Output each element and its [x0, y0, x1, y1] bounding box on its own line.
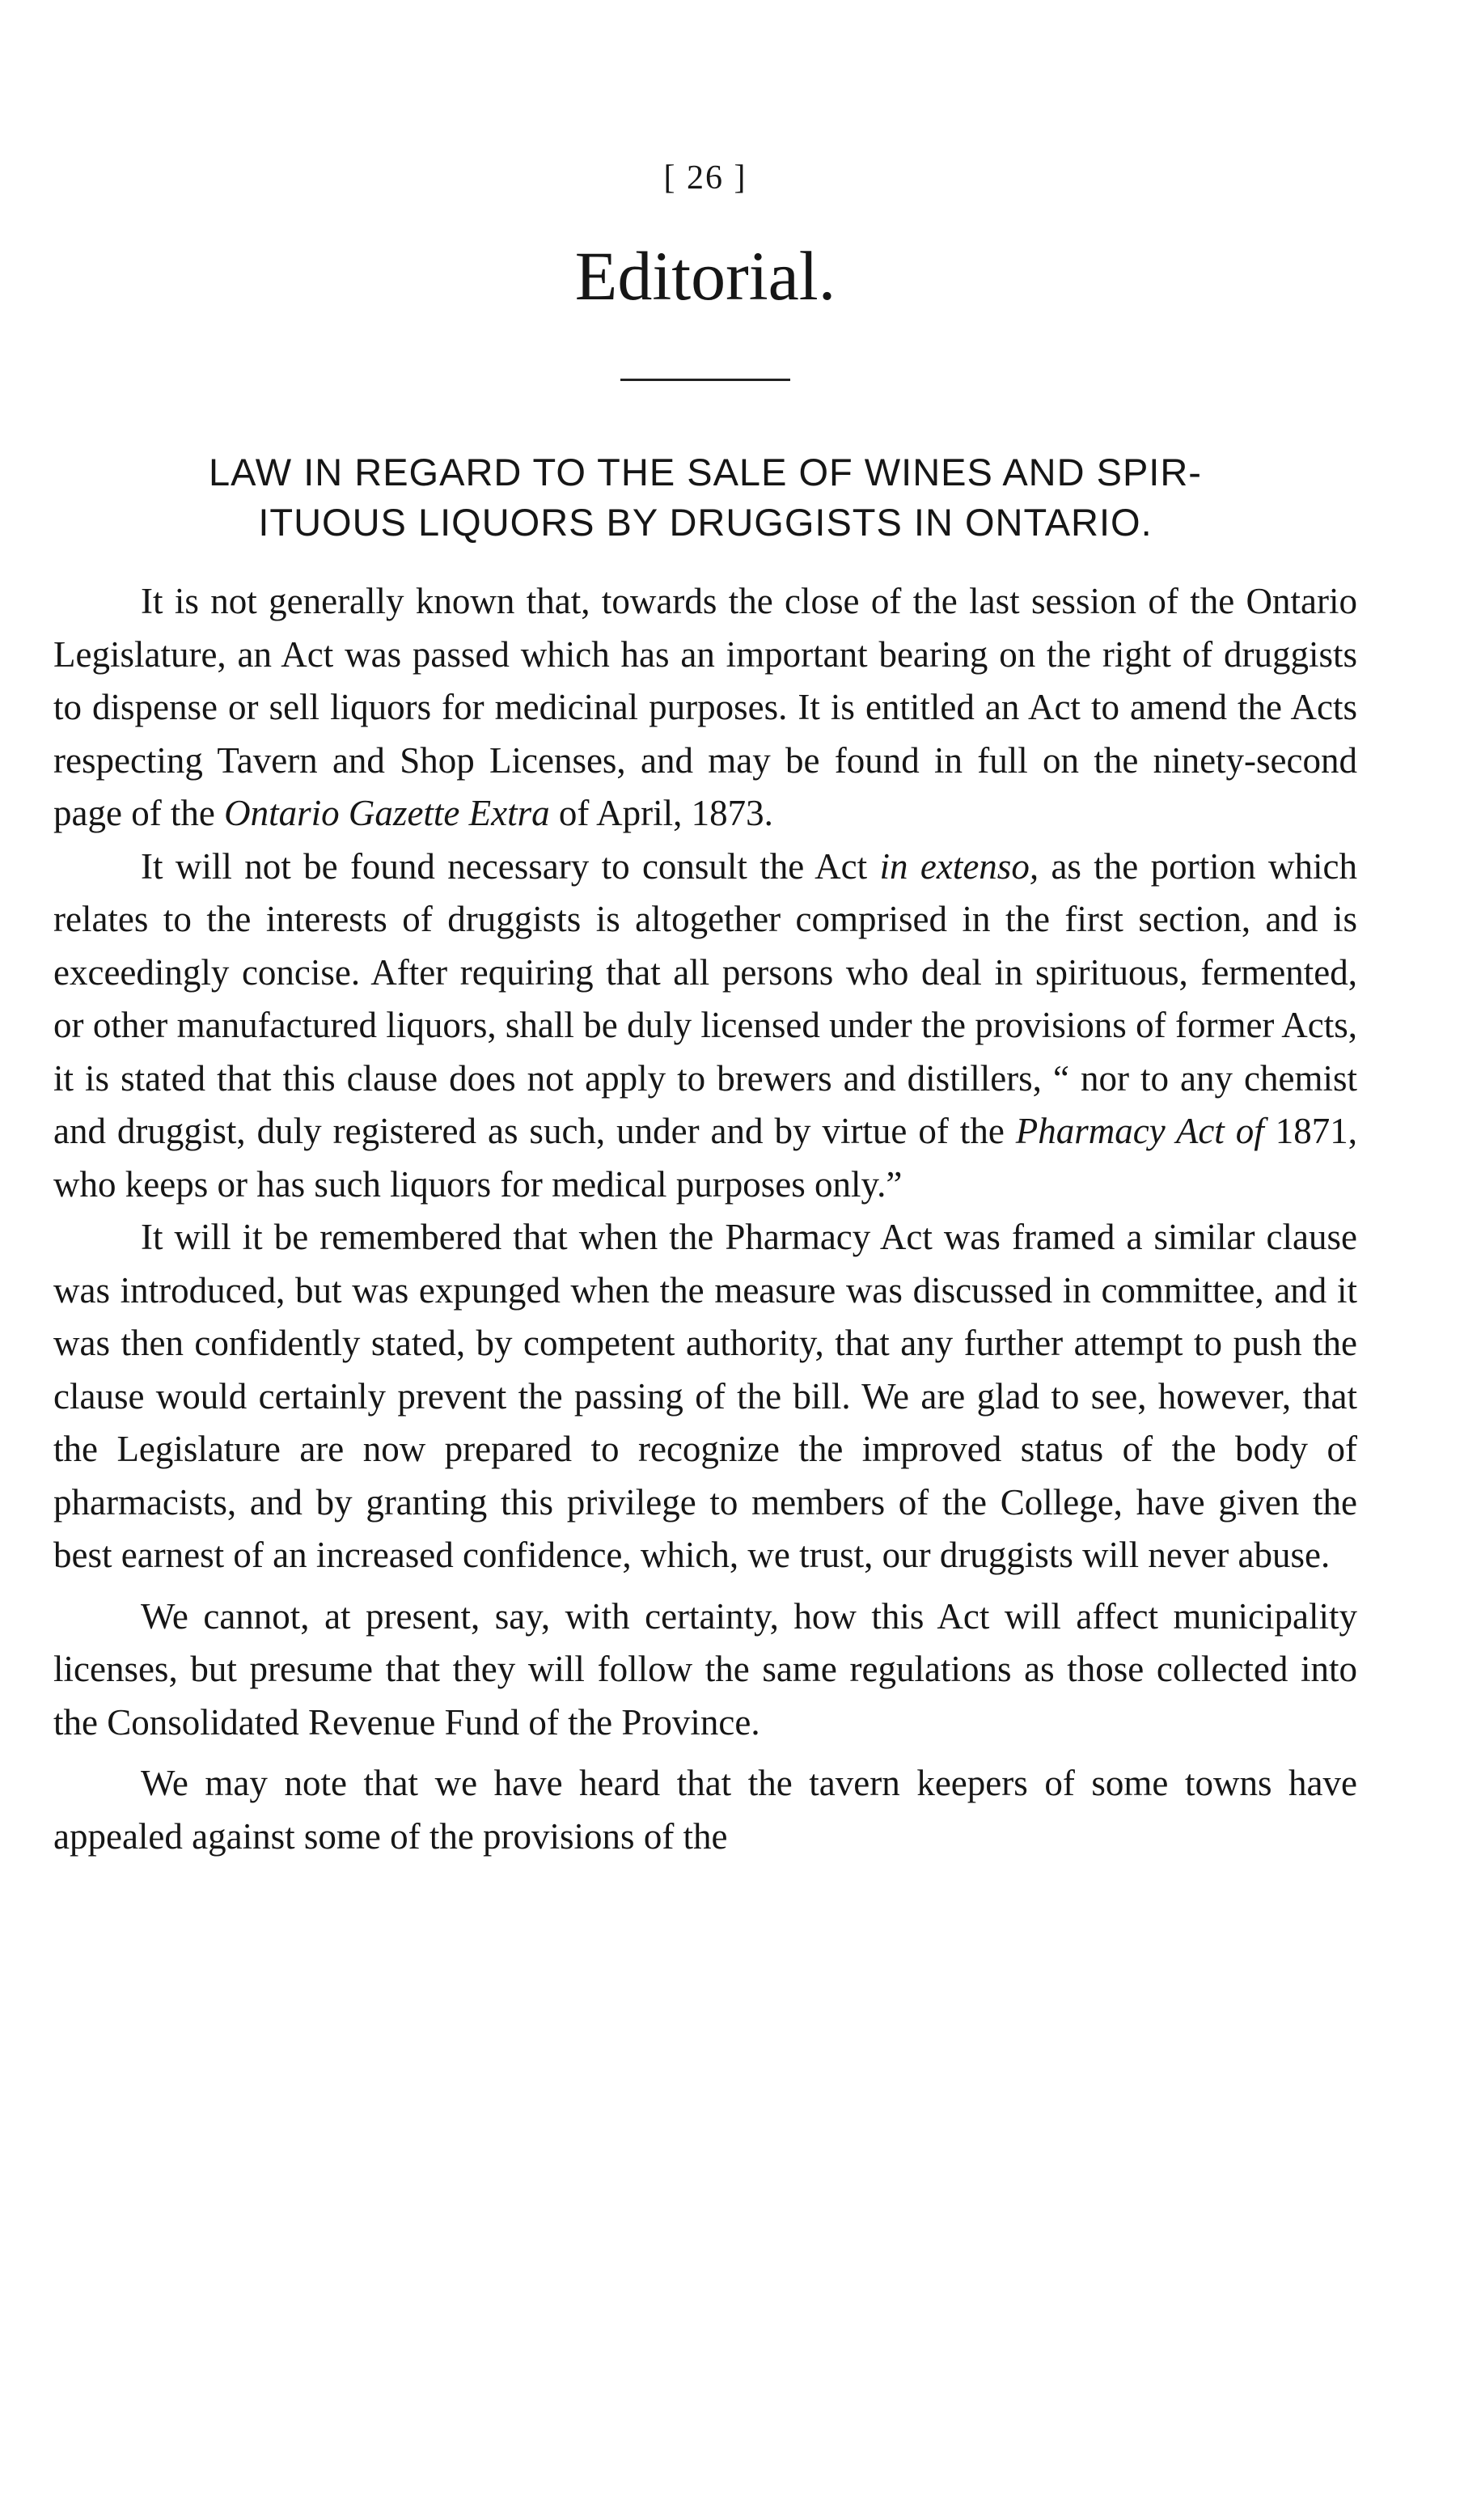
- article-body: [53, 575, 1357, 1863]
- paragraph-1-gazette-title: Ontario Gazette Extra: [224, 793, 550, 833]
- paragraph-2-pharmacy-act: Pharmacy Act of: [1015, 1111, 1264, 1151]
- paragraph-2-text-c: as the portion which relates to the interests of druggists is altogether comprised in the first section, and is exceedingly concise. After requiring that all persons who deal in spirituous, fermented, or other manufactured liquors, shall be duly licensed under the provisions of former Acts, it is stated that this clause does not apply to brewers and distillers, “ nor to any chemist and druggist, duly registered as such, under and by virtue of the: [53, 845, 1357, 1151]
- paragraph-5: We may note that we have heard that the tavern keepers of some towns have appealed against some of the provisions of the: [53, 1763, 1357, 1857]
- page-number: [ 26 ]: [663, 159, 747, 197]
- paragraph-3: It will it be remembered that when the Pharmacy Act was framed a similar clause was introduced, but was expunged when the measure was discussed in committee, and it was then confidently stated, by competent authority, that any further attempt to push the clause would certainly prevent the passing of the bill. We are glad to see, however, that the Legislature are now prepared to recognize the improved status of the body of pharmacists, and by granting this privilege to members of the College, have given the best earnest of an increased confidence, which, we trust, our druggists will never abuse.: [53, 1217, 1357, 1575]
- paragraph-2-text-e: 1871, who keeps or has such liquors for medical purposes only.”: [53, 1111, 1357, 1205]
- paragraph-2-in-extenso: in extenso,: [879, 845, 1039, 887]
- article-headline: [53, 447, 1357, 548]
- paragraph-1: [53, 575, 1357, 841]
- paragraph-1-text-c: of April, 1873.: [549, 793, 773, 833]
- page: [53, 154, 1357, 1863]
- title-rule: [620, 379, 790, 381]
- headline-line-1: LAW IN REGARD TO THE SALE OF WINES AND SPIR-: [209, 451, 1202, 493]
- section-title: Editorial.: [574, 237, 836, 315]
- paragraph-4: We cannot, at present, say, with certainty, how this Act will affect municipality licenses, but presume that they will follow the same regulations as those collected into the Consolidated Revenue Fund of the Province.: [53, 1595, 1357, 1743]
- paragraph-1-text-a: It is not generally known that, towards the close of the last session of the Ontario Legislature, an Act was passed which has an important bearing on the right of druggists to dispense or sell liquors for medicinal purposes. It is entitled an Act to amend the Acts respecting Tavern and Shop Licenses, and may be found in full on the ninety-second page of the: [53, 581, 1357, 833]
- paragraph-2-text-a: It will not be found necessary to consult the Act: [141, 845, 880, 887]
- headline-line-2: ITUOUS LIQUORS BY DRUGGISTS IN ONTARIO.: [258, 501, 1153, 544]
- paragraph-2: [53, 841, 1357, 1212]
